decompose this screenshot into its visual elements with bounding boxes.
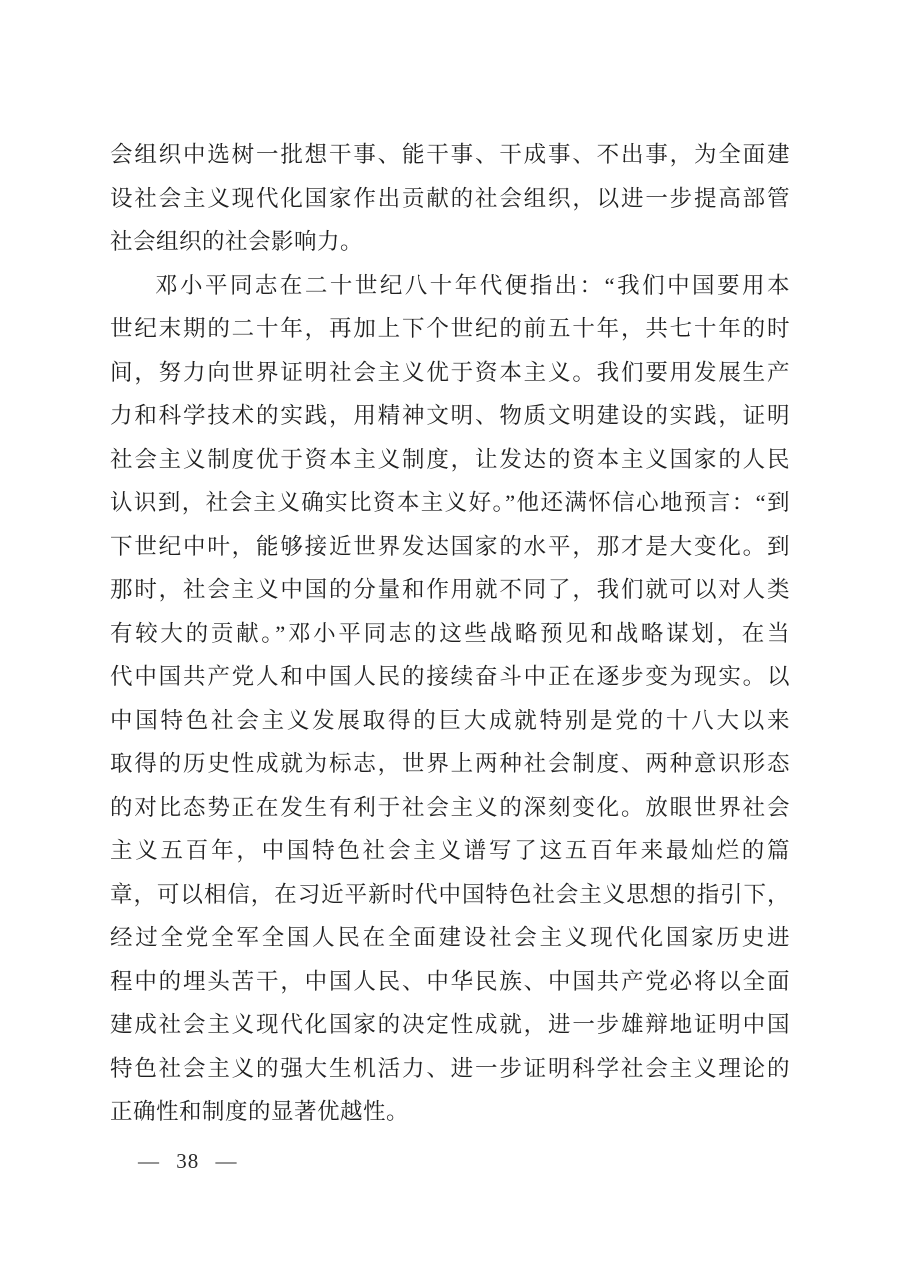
text-line: 社会组织的社会影响力。 — [110, 229, 364, 254]
text-line: 世纪末期的二十年，再加上下个世纪的前五十年，共七十年的时 — [110, 316, 790, 341]
text-line: 代中国共产党人和中国人民的接续奋斗中正在逐步变为现实。以 — [110, 664, 790, 689]
text-line: 取得的历史性成就为标志，世界上两种社会制度、两种意识形态 — [110, 751, 790, 776]
text-line: 那时，社会主义中国的分量和作用就不同了，我们就可以对人类 — [110, 577, 790, 602]
text-line: 章，可以相信，在习近平新时代中国特色社会主义思想的指引下， — [110, 881, 790, 907]
body-text-block — [110, 133, 790, 1134]
text-line: 经过全党全军全国人民在全面建设社会主义现代化国家历史进 — [110, 925, 790, 950]
text-line: 间，努力向世界证明社会主义优于资本主义。我们要用发展生产 — [110, 359, 790, 385]
text-line: 主义五百年，中国特色社会主义谱写了这五百年来最灿烂的篇 — [110, 838, 790, 863]
text-line: 建成社会主义现代化国家的决定性成就，进一步雄辩地证明中国 — [110, 1012, 790, 1037]
text-line: 下世纪中叶，能够接近世界发达国家的水平，那才是大变化。到 — [110, 533, 790, 559]
text-line: 设社会主义现代化国家作出贡献的社会组织，以进一步提高部管 — [110, 185, 790, 211]
text-line: 特色社会主义的强大生机活力、进一步证明科学社会主义理论的 — [110, 1055, 790, 1081]
text-line: 的对比态势正在发生有利于社会主义的深刻变化。放眼世界社会 — [110, 794, 790, 820]
page-number: — 38 — — [138, 1149, 238, 1173]
text-line: 力和科学技术的实践，用精神文明、物质文明建设的实践，证明 — [110, 403, 790, 428]
text-line: 认识到，社会主义确实比资本主义好。”他还满怀信心地预言：“到 — [110, 490, 790, 515]
text-line: 邓小平同志在二十世纪八十年代便指出：“我们中国要用本 — [155, 272, 790, 298]
text-line: 程中的埋头苦干，中国人民、中华民族、中国共产党必将以全面 — [110, 968, 790, 994]
text-line: 会组织中选树一批想干事、能干事、干成事、不出事，为全面建 — [110, 142, 790, 167]
text-line: 社会主义制度优于资本主义制度，让发达的资本主义国家的人民 — [110, 446, 790, 472]
text-line: 中国特色社会主义发展取得的巨大成就特别是党的十八大以来 — [110, 707, 790, 733]
text-line: 正确性和制度的显著优越性。 — [110, 1099, 410, 1124]
text-line: 有较大的贡献。”邓小平同志的这些战略预见和战略谋划，在当 — [110, 620, 790, 646]
